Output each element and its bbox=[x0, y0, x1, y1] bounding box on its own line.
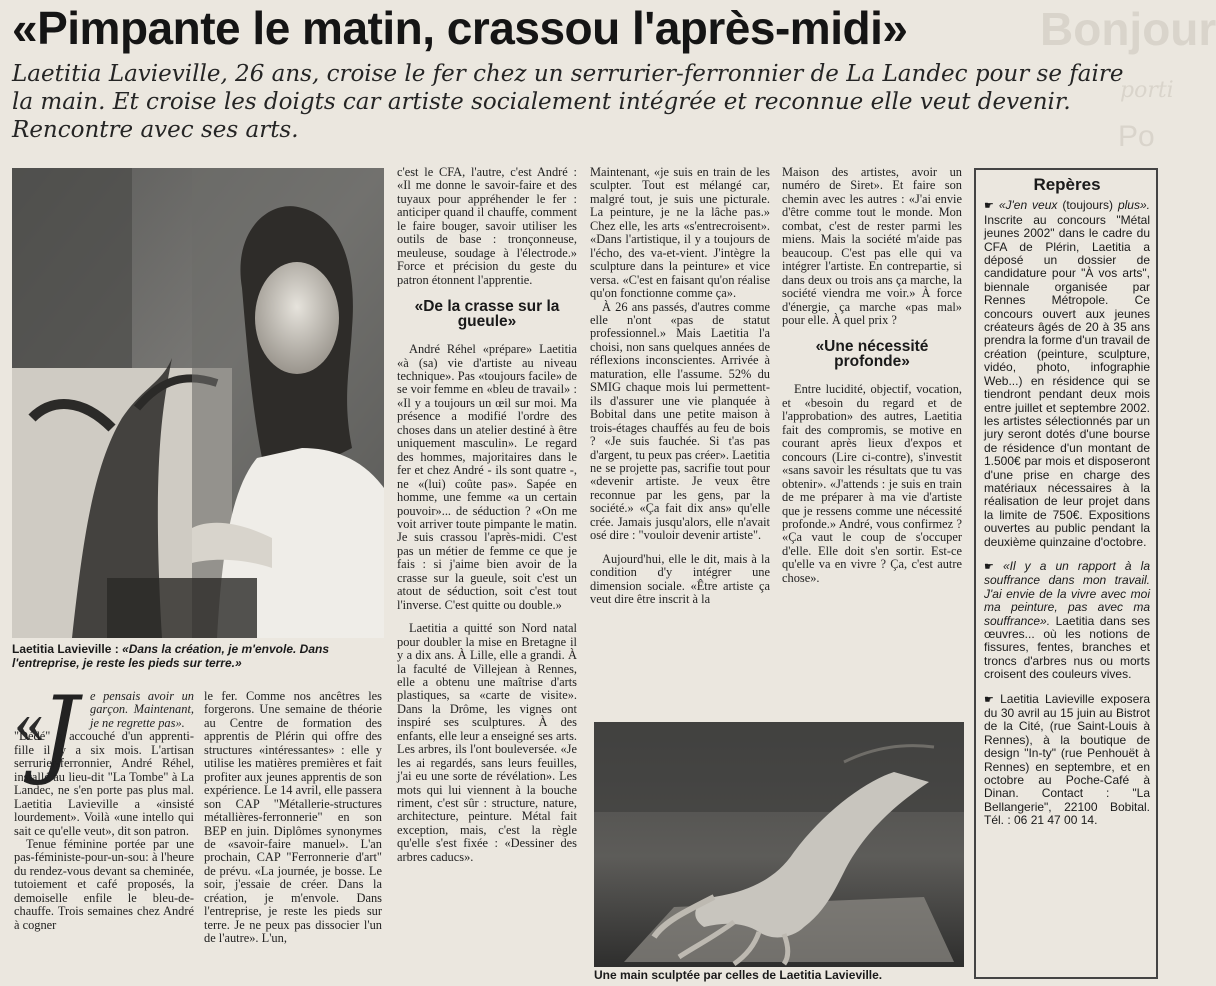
column-a-paragraph-2: Tenue féminine portée par une pas-féministe-pour-un-sou: à l'heure du rendez-vous devant sa cheminée, tutoiement et café proposés, la demoiselle enfile le bleu-de-chauffe. Trois semaines chez André à cogner bbox=[14, 836, 194, 932]
column-4-paragraph-1: Maison des artistes, avoir un numéro de Siret». Et faire son chemin avec les autres : «J'ai envie d'être comme tout le monde. Mon combat, c'est de rester parmi les miens. Mais la société m'aide pas beaucoup. C'est pas elle qui va intégrer l'artiste. En contrepartie, si dans deux ou trois ans ça marche, la société viendra me voir.» À force d'énergie, ça marche «pas mal» pour elle. À quel prix ? bbox=[782, 165, 962, 327]
pointing-hand-icon: ☛ bbox=[984, 560, 994, 573]
pointing-hand-icon: ☛ bbox=[984, 693, 994, 706]
column-4-paragraph-2: Entre lucidité, objectif, vocation, et «besoin du regard et de l'approbation» des autres, Laetitia fait des compromis, se motive en courant après lieux d'expos et concours (Lire ci-contre), s'investit «sans savoir les résultats que tu vas obtenir». «J'attends : je suis en train de me préparer à ma vie d'artiste que je ressens comme une nécessité profonde.» André, vous confirmez ? «Ça vaut le coup de s'occuper d'elle. Elle doit s'en sortir. Est-ce qu'elle va en vivre ? Ça, c'est autre chose». bbox=[782, 382, 962, 585]
portrait-caption bbox=[12, 642, 384, 670]
reperes-box bbox=[974, 168, 1158, 979]
column-b-paragraph-1: le fer. Comme nos ancêtres les forgerons. Une semaine de théorie au Centre de formation des apprentis de Plérin qui offre des structures «intéressantes» : elle y utilise les matières premières et fait profiter aux jeunes apprentis de son expérience. Le 14 avril, elle passera son CAP "Métallerie-structures métallières-ferronnerie" en son BEP en juin. Diplômes synonymes de «savoir-faire manuel». L'an prochain, CAP "Ferronnerie d'art" de prévu. «La journée, je bosse. Le soir, j'essaie de créer. Dans la création, je m'envole. Dans l'entreprise, je reste les pieds sur terre. Je ne peux pas dissocier l'un de l'autre». L'un, bbox=[204, 689, 382, 946]
adjacent-page-fragment-2: Po bbox=[1118, 120, 1155, 153]
sculpture-photo-art bbox=[594, 722, 964, 967]
reperes-title: Repères bbox=[1033, 175, 1101, 194]
column-2-paragraph-1: c'est le CFA, l'autre, c'est André : «Il me donne le savoir-faire et des tuyaux pour appréhender le fer : anticiper quand il chauffe, comment le faire bouger, savoir utiliser les outils de base : tronçonneuse, meuleuse, soudage à l'électrode.» Force et précision du geste du patron étonnent l'apprentie. bbox=[397, 165, 577, 287]
column-3-paragraph-3: Aujourd'hui, elle le dit, mais à la condition d'y intégrer une dimension sociale. «Être artiste ça veut dire être inscrit à la bbox=[590, 551, 770, 607]
headline: «Pimpante le matin, crassou l'après-midi» bbox=[12, 2, 908, 54]
reperes-quote-2: «Il y a un rapport à la souffrance dans mon travail. J'ai envie de la vivre avec moi ma peinture, pas avec ma souffrance». bbox=[984, 558, 1150, 628]
reperes-paragraph-2 bbox=[984, 560, 1150, 682]
caption-name: Laetitia Lavieville : bbox=[12, 642, 119, 656]
reperes-text-1: Inscrite au concours "Métal jeunes 2002" dans le cadre du CFA de Plérin, Laetitia a déposé un dossier de candidature pour "À vos arts", biennale organisée par Rennes Métropole. Ce concours ouvert aux jeunes créateurs âgés de 20 à 35 ans prendra la forme d'un travail de création (peinture, sculpture, vidéo, photo, infographie Web...) en résidence qui se tiendront pendant deux mois entre juillet et septembre 2002. les artistes sélectionnés par un jury seront dotés d'une bourse de résidence d'un montant de 1.500€ par mois et disposeront d'une prise en charge des matériaux nécessaires à la réalisation de leur projet dans la limite de 750€. Expositions ouvertes au public pendant la deuxième quinzaine d'octobre. bbox=[984, 212, 1150, 549]
sculpture-caption: Une main sculptée par celles de Laetitia Lavieville. bbox=[594, 968, 883, 982]
column-3-paragraph-1: Maintenant, «je suis en train de les sculpter. Tout est mélangé car, malgré tout, je suis une picturale. La peinture, je ne la lâche pas.» Chez elle, les arts «s'entrecroisent». «Dans l'artistique, il y a toujours de l'écho, des va-et-vient. J'intègre la sculpture dans la peinture» et vice versa. «C'est en faisant qu'on réalise qu'on fonctionne comme ça». bbox=[590, 165, 770, 301]
reperes-paragraph-3 bbox=[984, 693, 1150, 828]
adjacent-page-headline: Bonjour bbox=[1040, 3, 1216, 55]
column-2-paragraph-3: Laetitia a quitté son Nord natal pour doubler la mise en Bretagne il y a dix ans. À Lille, elle a grandi. À la faculté de Villejean à Rennes, elle a obtenu une maîtrise d'arts plastiques, sa «carte de visite». Dans la Drôme, les vignes ont inspiré ses sculptures. À des enfants, elle leur a enseigné ses arts. Les arbres, ils l'ont bouleversée. «Je les ai regardés, sans leurs feuilles, j'ai eu une sorte de révélation». Les mots qui lui viennent à la bouche riment, c'est sûr : structure, nature, architecture, peinture. Métal fait exception, mais, c'est la règle qu'elle s'est fixée : «Dessiner des arbres caducs». bbox=[397, 621, 577, 864]
column-2-paragraph-2: André Réhel «prépare» Laetitia «à (sa) vie d'artiste au niveau technique». Pas «toujours facile» de se voir femme en «bleu de travail» : «Il y a toujours un œil sur moi. Ma présence a modifié l'ordre des choses dans un atelier destiné à être uniquement masculin». Le regard des hommes, majoritaires dans le fer et chez André - ils sont quatre -, ne «(lui) coûte pas». Sapée en homme, une femme «a un certain pouvoir»... de séduction ? «On me voit arriver toute pimpante le matin. Je suis crassou l'après-midi. C'est pas un métier de femme ce que je fais : si j'aime bien avoir de la crasse sur la gueule, soit c'est un atout de séduction, soit c'est tout l'inverse. C'est quitte ou double.» bbox=[397, 342, 577, 612]
portrait-photo bbox=[12, 168, 384, 638]
reperes-paragraph-1 bbox=[984, 199, 1150, 549]
sculpture-photo bbox=[594, 722, 964, 967]
subhead-necessite: «Une nécessité profonde» bbox=[815, 338, 929, 371]
column-a-opening: e pensais avoir un garçon. Maintenant, je ne regrette pas». bbox=[90, 689, 194, 730]
drop-quote-mark: « bbox=[14, 689, 44, 755]
column-3 bbox=[590, 166, 770, 696]
drop-cap-letter: J bbox=[40, 676, 79, 788]
reperes-paren: (toujours) bbox=[1062, 198, 1114, 213]
reperes-text-2: Laetitia dans ses œuvres... où les notions de fissures, fentes, branches et troncs d'arbres nus ou morts croisent des couleurs vives. bbox=[984, 613, 1151, 682]
reperes-plus: plus». bbox=[1117, 198, 1150, 213]
reperes-quote-1: «J'en veux bbox=[998, 198, 1058, 213]
subhead-crasse: «De la crasse sur la gueule» bbox=[414, 298, 560, 331]
column-a-paragraph-1: "Dédé" a accouché d'un apprenti-fille il y a six mois. L'artisan serrurier-ferronnier, André Réhel, installé au lieu-dit "La Tombe" à La Landec, ne s'en porte pas plus mal. Laetitia Lavieville a «insisté lourdement». Voilà «une intello qui sait ce qu'elle veut», dit son patron. bbox=[14, 729, 194, 838]
caption-quote: «Dans la création, je m'envole. Dans l'entreprise, je reste les pieds sur terre.» bbox=[12, 642, 329, 670]
portrait-photo-art bbox=[12, 168, 384, 638]
adjacent-page-fragment: porti bbox=[1120, 78, 1174, 103]
column-4 bbox=[782, 166, 962, 696]
reperes-text-3: Laetitia Lavieville exposera du 30 avril au 15 juin au Bistrot de la Cité, (rue Saint-Louis à Rennes), à la boutique de design "In-ty" (rue Penhouët à Rennes) en septembre, et en octobre au Poche-Café à Dinan. Contact : "La Bellangerie", 22100 Bobital. Tél. : 06 21 47 00 14. bbox=[984, 691, 1150, 828]
column-a bbox=[14, 690, 194, 986]
pointing-hand-icon: ☛ bbox=[984, 200, 994, 213]
column-b bbox=[204, 690, 382, 986]
column-2 bbox=[397, 166, 577, 986]
column-3-paragraph-2: À 26 ans passés, d'autres comme elle n'ont «pas de statut professionnel.» Mais Laetitia l'a choisi, non sans quelques années de réflexions inconscientes. Arrivée à maturation, elle l'assume. 52% du SMIG chaque mois lui permettent-ils d'assurer une vie planquée à Bobital dans une petite maison à trois-étages chauffés au feu de bois ? «Je suis fauchée. Si t'as pas d'argent, tu peux pas créer». Laetitia ne se projette pas, sacrifie tout pour «devenir artiste. Je veux être reconnue par les gens, par la société.» «Ça fait dix ans» qu'elle crée. Jamais jusqu'alors, elle n'avait osé dire : "vouloir devenir artiste". bbox=[590, 299, 770, 543]
standfirst: Laetitia Lavieville, 26 ans, croise le fer chez un serrurier-ferronnier de La Landec pour se faire la main. Et croise les doigts car artiste socialement intégrée et reconnue elle veut devenir. Rencontre avec ses arts. bbox=[12, 61, 1124, 143]
